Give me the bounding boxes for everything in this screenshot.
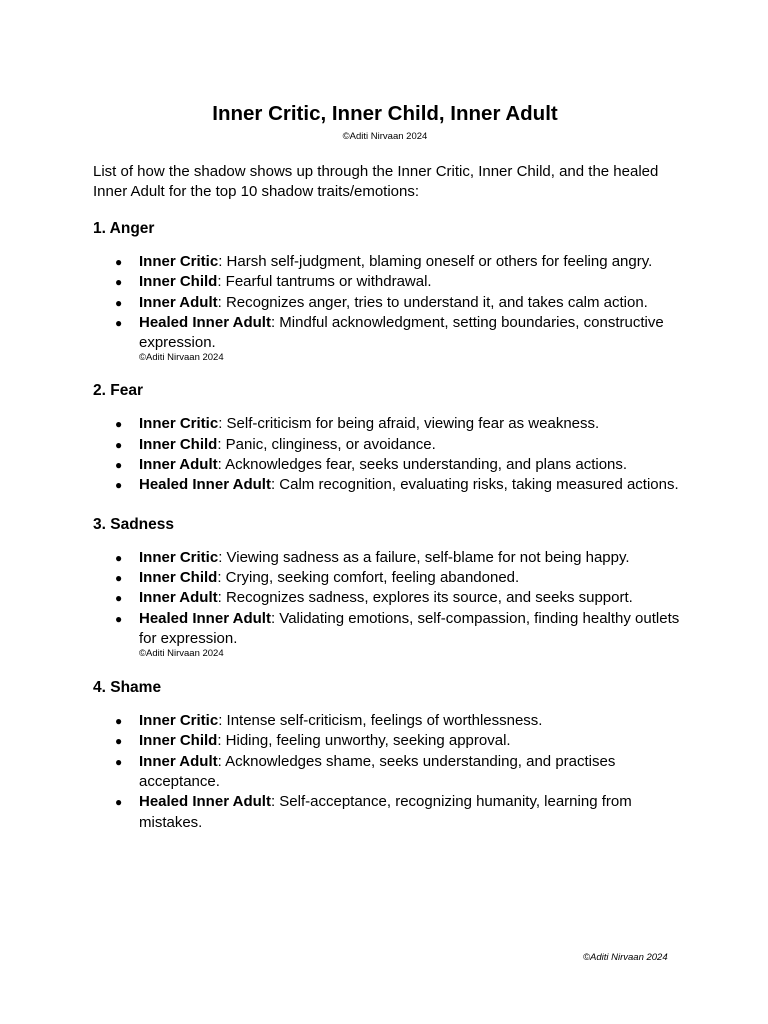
item-text: : Intense self-criticism, feelings of worthlessness.: [218, 712, 543, 730]
list-item: [93, 711, 683, 731]
list-item: [93, 272, 683, 292]
item-text: : Crying, seeking comfort, feeling abandoned.: [217, 568, 520, 586]
section-copyright: ©Aditi Nirvaan 2024: [139, 352, 224, 364]
bullet-icon: ●: [115, 437, 123, 452]
list-item: [93, 588, 683, 608]
intro-paragraph: List of how the shadow shows up through the Inner Critic, Inner Child, and the healed Inner Adult for the top 10 shadow traits/emotions:: [93, 163, 659, 200]
item-label: Inner Child: [139, 435, 218, 453]
list-item: [93, 609, 683, 650]
item-text: : Hiding, feeling unworthy, seeking approval.: [217, 732, 511, 750]
list-item: [93, 313, 683, 354]
item-text: : Recognizes anger, tries to understand it, and takes calm action.: [217, 293, 648, 311]
item-text: : Acknowledges shame, seeks understanding, and practises acceptance.: [139, 752, 616, 791]
item-text: : Acknowledges fear, seeks understanding, and plans actions.: [217, 456, 628, 474]
bullet-icon: ●: [115, 795, 123, 810]
item-text: : Recognizes sadness, explores its source, and seeks support.: [217, 589, 633, 607]
page-title: Inner Critic, Inner Child, Inner Adult: [212, 102, 558, 125]
section-sadness: [93, 515, 683, 660]
section-anger: [93, 219, 683, 364]
bullet-icon: ●: [115, 754, 123, 769]
list-item: [93, 548, 683, 568]
item-label: Inner Child: [139, 732, 218, 750]
item-label: Inner Critic: [139, 548, 219, 566]
bullet-icon: ●: [115, 315, 123, 330]
item-text: : Harsh self-judgment, blaming oneself or others for feeling angry.: [218, 253, 653, 270]
bullet-list: [93, 252, 683, 353]
bullet-icon: ●: [115, 275, 123, 290]
bullet-icon: ●: [115, 550, 123, 565]
bullet-icon: ●: [115, 417, 123, 432]
item-text: : Mindful acknowledgment, setting boundaries, constructive expression.: [139, 313, 664, 352]
bullet-list: [93, 711, 683, 833]
item-text: : Self-criticism for being afraid, viewing fear as weakness.: [218, 415, 600, 433]
item-label: Inner Adult: [139, 752, 218, 770]
item-label: Inner Critic: [139, 253, 219, 270]
item-text: : Viewing sadness as a failure, self-blame for not being happy.: [218, 548, 630, 566]
item-label: Healed Inner Adult: [139, 793, 271, 811]
list-item: [93, 414, 683, 434]
bullet-list: [93, 548, 683, 649]
list-item: [93, 252, 683, 272]
section-heading: 4. Shame: [93, 679, 162, 697]
list-item: [93, 293, 683, 313]
list-item: [93, 475, 683, 495]
item-label: Inner Adult: [139, 293, 218, 311]
bullet-icon: ●: [115, 478, 123, 493]
bullet-icon: ●: [115, 734, 123, 749]
list-item: [93, 752, 683, 793]
title-copyright: ©Aditi Nirvaan 2024: [342, 131, 428, 142]
list-item: [93, 435, 683, 455]
bullet-icon: ●: [115, 255, 123, 269]
bullet-icon: ●: [115, 295, 123, 310]
item-text: : Fearful tantrums or withdrawal.: [217, 273, 432, 291]
bullet-icon: ●: [115, 458, 123, 473]
section-heading: 1. Anger: [93, 220, 155, 237]
footer-copyright: ©Aditi Nirvaan 2024: [583, 952, 668, 963]
bullet-icon: ●: [115, 591, 123, 606]
item-label: Inner Child: [139, 273, 218, 291]
item-label: Healed Inner Adult: [139, 313, 271, 331]
item-label: Inner Critic: [139, 415, 219, 433]
list-item: [93, 568, 683, 588]
bullet-icon: ●: [115, 714, 123, 729]
item-text: : Validating emotions, self-compassion, finding healthy outlets for expression.: [139, 609, 680, 647]
item-label: Inner Adult: [139, 456, 218, 474]
section-copyright: ©Aditi Nirvaan 2024: [139, 648, 224, 660]
bullet-icon: ●: [115, 611, 123, 626]
item-text: : Calm recognition, evaluating risks, taking measured actions.: [270, 476, 679, 494]
section-shame: [93, 678, 683, 833]
item-label: Inner Critic: [139, 712, 219, 730]
list-item: [93, 792, 683, 833]
list-item: [93, 731, 683, 751]
list-item: [93, 455, 683, 475]
bullet-icon: ●: [115, 570, 123, 585]
document-content: [93, 101, 683, 833]
item-label: Healed Inner Adult: [139, 609, 271, 627]
section-heading: 2. Fear: [93, 382, 143, 400]
item-label: Inner Adult: [139, 589, 218, 607]
item-text: : Self-acceptance, recognizing humanity, learning from mistakes.: [139, 793, 632, 831]
item-label: Healed Inner Adult: [139, 476, 271, 494]
item-label: Inner Child: [139, 568, 218, 586]
item-text: : Panic, clinginess, or avoidance.: [217, 435, 436, 453]
bullet-list: [93, 414, 683, 495]
section-heading: 3. Sadness: [93, 515, 174, 533]
section-fear: [93, 381, 683, 495]
